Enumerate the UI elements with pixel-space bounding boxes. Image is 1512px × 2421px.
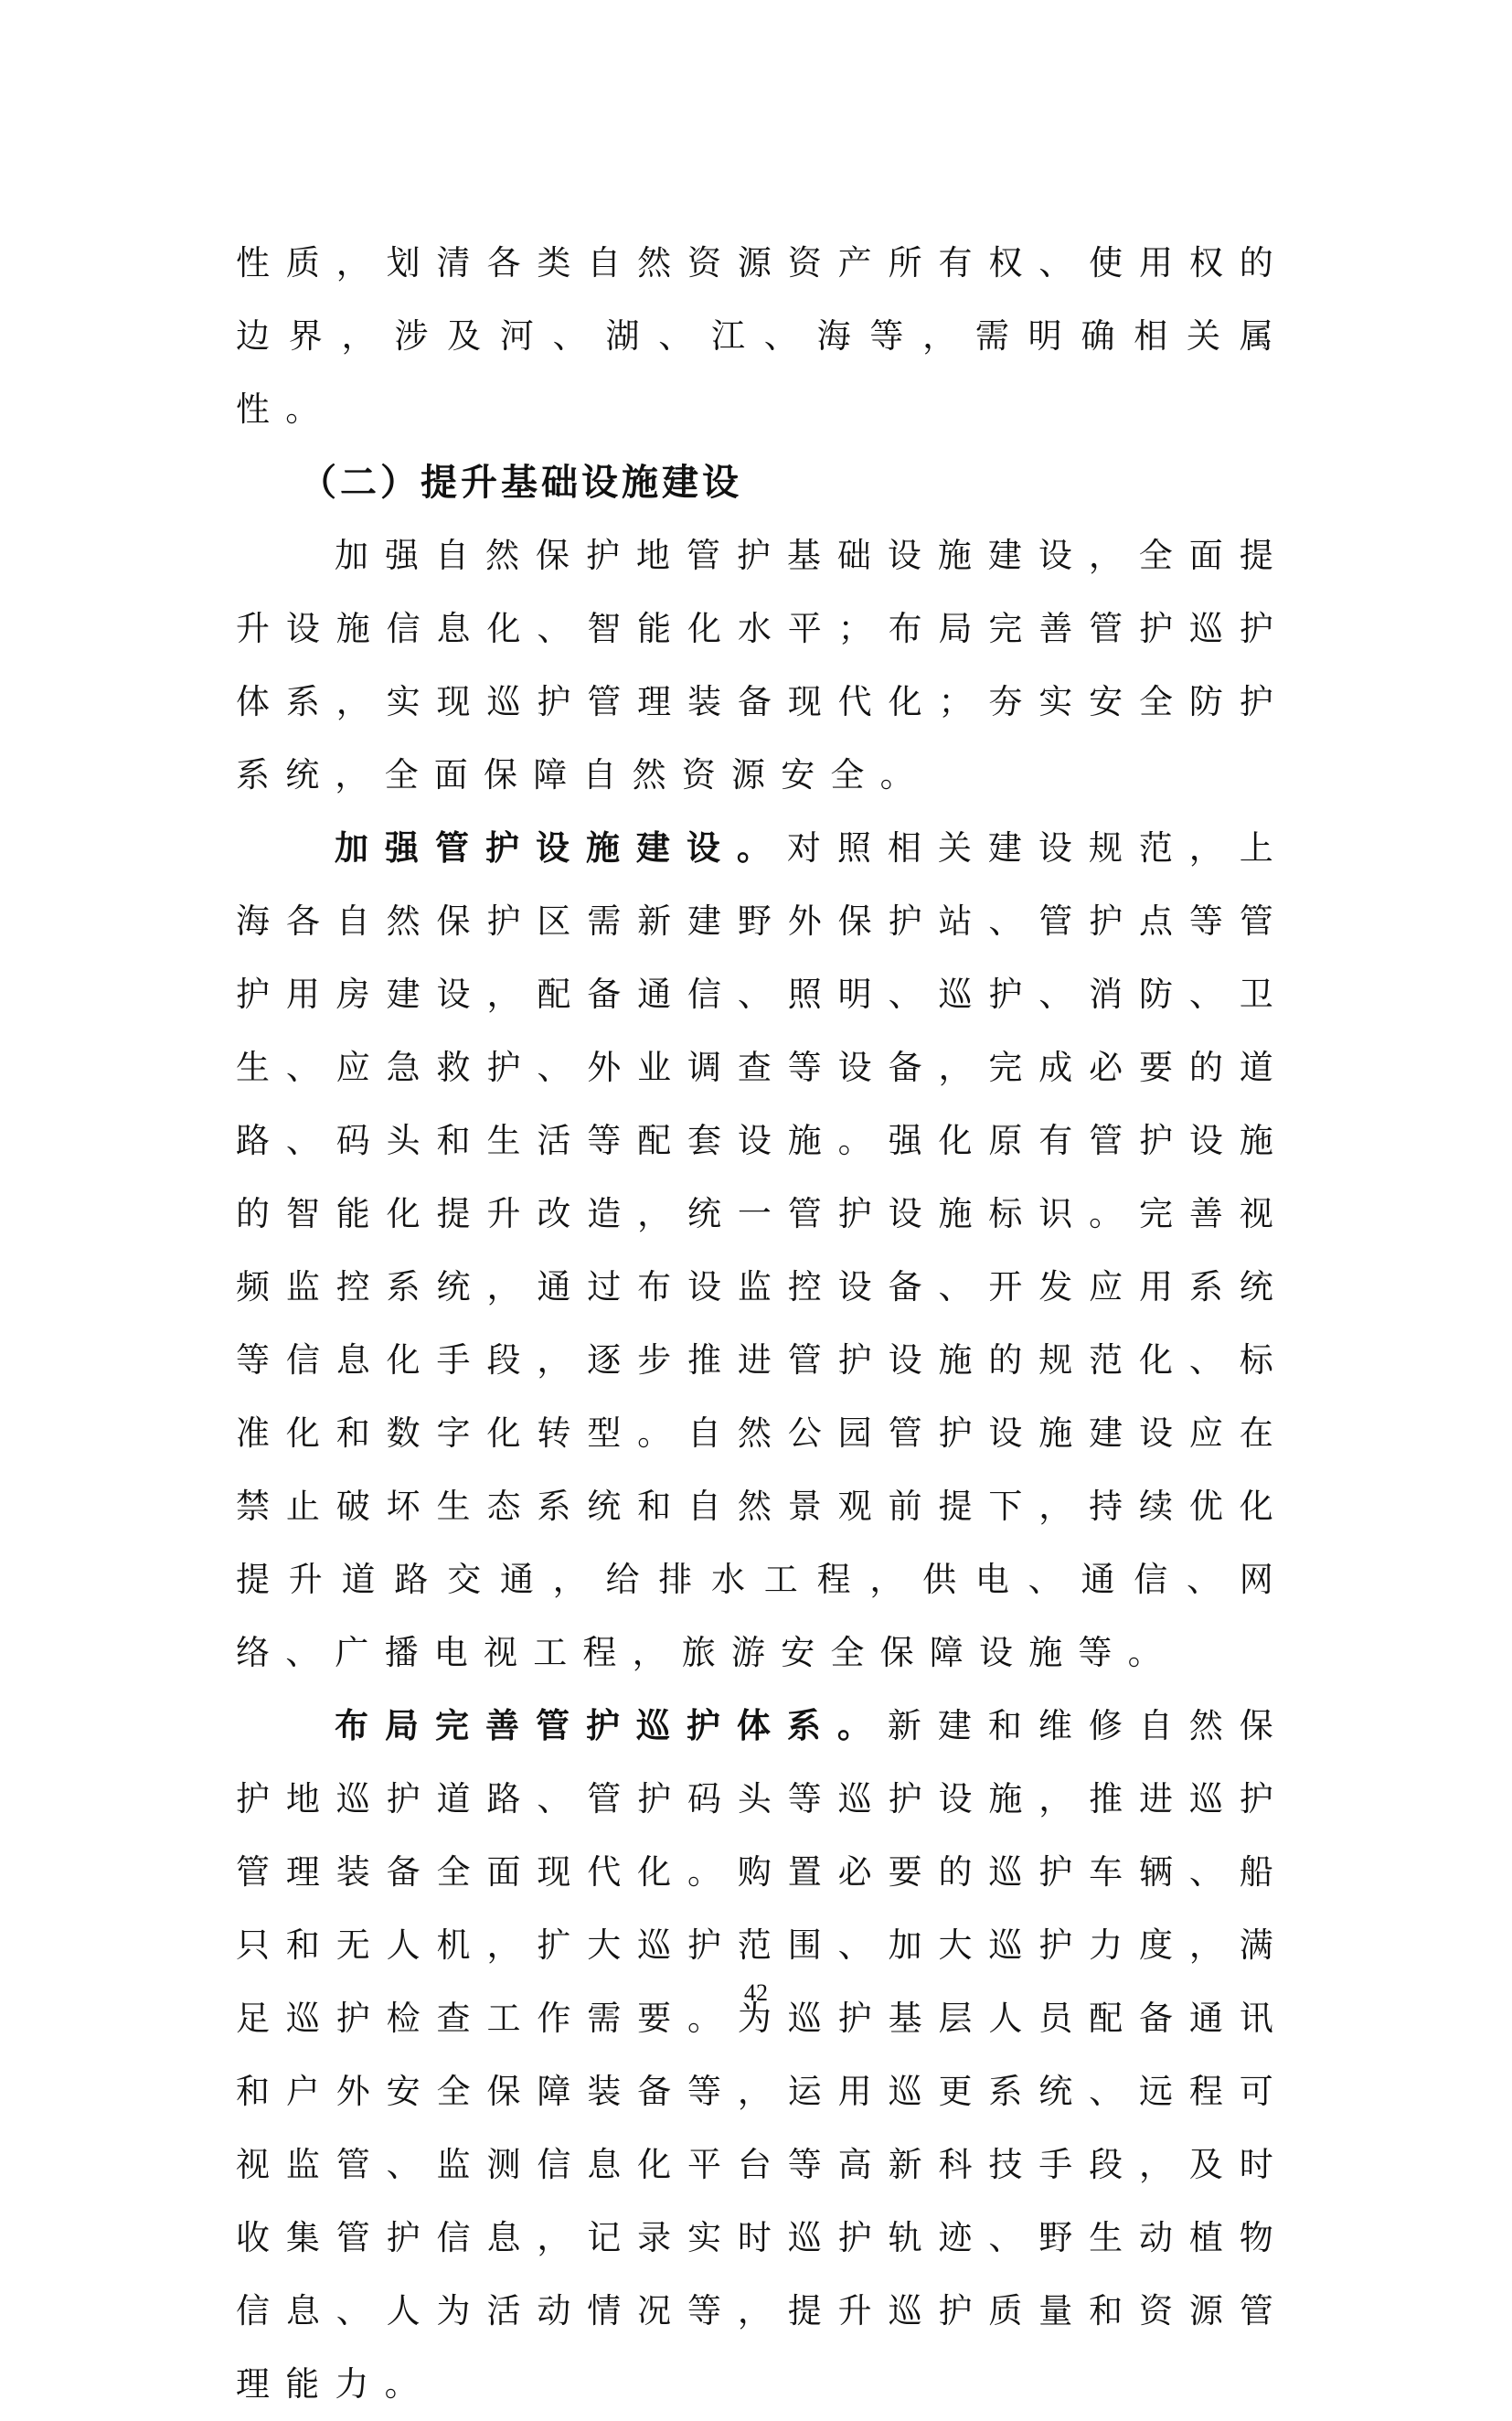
facilities-paragraph bbox=[236, 812, 1289, 1690]
continuation-paragraph: 性质，划清各类自然资源资产所有权、使用权的边界，涉及河、湖、江、海等，需明确相关属性。 bbox=[236, 243, 1289, 429]
body-text bbox=[236, 227, 1289, 2421]
patrol-paragraph bbox=[236, 1690, 1289, 2421]
intro-paragraph: 加强自然保护地管护基础设施建设，全面提升设施信息化、智能化水平；布局完善管护巡护体系，实现巡护管理装备现代化；夯实安全防护系统，全面保障自然资源安全。 bbox=[236, 536, 1289, 795]
paragraph-lead: 加强管护设施建设。 bbox=[335, 828, 787, 868]
page-number: 42 bbox=[744, 1979, 768, 2006]
paragraph-body: 对照相关建设规范，上海各自然保护区需新建野外保护站、管护点等管护用房建设，配备通信、照明、巡护、消防、卫生、应急救护、外业调查等设备，完成必要的道路、码头和生活等配套设施。强化原有管护设施的智能化提升改造，统一管护设施标识。完善视频监控系统，通过布设监控设备、开发应用系统等信息化手段，逐步推进管护设施的规范化、标准化和数字化转型。自然公园管护设施建设应在禁止破坏生态系统和自然景观前提下，持续优化提升道路交通，给排水工程，供电、通信、网络、广播电视工程，旅游安全保障设施等。 bbox=[236, 828, 1289, 1672]
paragraph-body: 新建和维修自然保护地巡护道路、管护码头等巡护设施，推进巡护管理装备全面现代化。购置必要的巡护车辆、船只和无人机，扩大巡护范围、加大巡护力度，满足巡护检查工作需要。为巡护基层人员配备通讯和户外安全保障装备等，运用巡更系统、远程可视监管、监测信息化平台等高新科技手段，及时收集管护信息，记录实时巡护轨迹、野生动植物信息、人为活动情况等，提升巡护质量和资源管理能力。 bbox=[236, 1706, 1289, 2404]
paragraph-lead: 布局完善管护巡护体系。 bbox=[335, 1706, 888, 1745]
section-heading: （二）提升基础设施建设 bbox=[300, 462, 742, 504]
